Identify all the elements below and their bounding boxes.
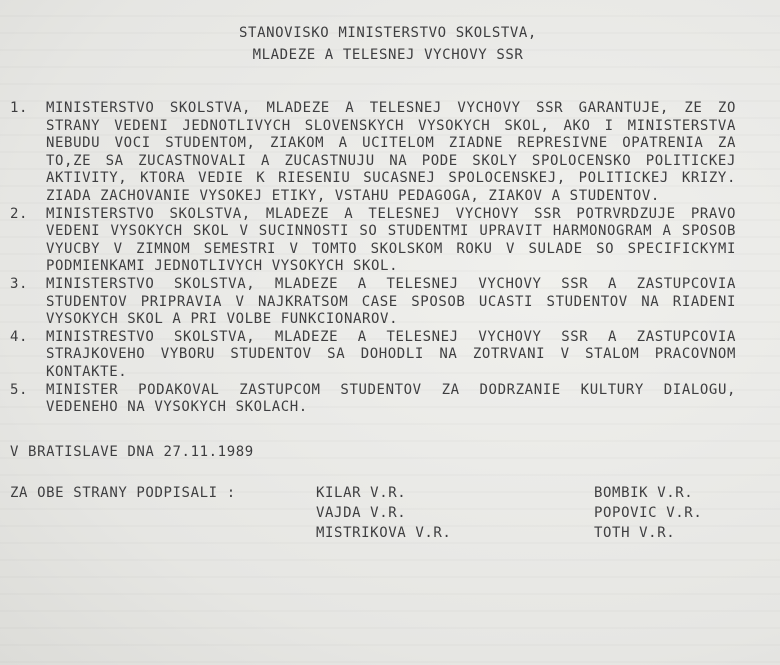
item-number: 1. — [10, 100, 29, 116]
item-text: MINISTRESTVO SKOLSTVA, MLADEZE A TELESNEJ VYCHOVY SSR A ZASTUPCOVIA STRAJKOVEHO VYBORU STUDENTOV SA DOHODLI NA ZOTRVANI V STALOM PRACOVNOM KONTAKTE. — [46, 328, 736, 380]
statement-item-3 — [10, 276, 736, 329]
signatory-right-3: TOTH V.R. — [594, 524, 676, 541]
statement-item-1 — [10, 100, 736, 206]
title-line-2: MLADEZE A TELESNEJ VYCHOVY SSR — [252, 47, 524, 63]
signed-label: ZA OBE STRANY PODPISALI : — [10, 484, 236, 501]
item-number: 5. — [10, 381, 29, 398]
statement-items — [10, 100, 736, 417]
signatory-right-2: POPOVIC V.R. — [594, 504, 703, 521]
item-number: 2. — [10, 205, 29, 222]
place-and-date: V BRATISLAVE DNA 27.11.1989 — [10, 443, 254, 460]
statement-item-5 — [10, 382, 736, 417]
document-title — [40, 22, 736, 66]
item-number: 3. — [10, 275, 29, 292]
item-text: MINISTERSTVO SKOLSTVA, MLADEZE A TELESNEJ VYCHOVY SSR A ZASTUPCOVIA STUDENTOV PRIPRAVIA V NAJKRATSOM CASE SPOSOB UCASTI STUDENTOV NA RIADENI VYSOKYCH SKOL A PRI VOLBE FUNKCIONAROV. — [46, 275, 736, 328]
signatory-right-1: BOMBIK V.R. — [594, 484, 694, 501]
item-text: MINISTERSTVO SKOLSTVA, MLADEZE A TELESNEJ VYCHOVY SSR GARANTUJE, ZE ZO STRANY VEDENI JEDNOTLIVYCH SLOVENSKYCH VYSOKYCH SKOL, AKO I MINISTERSTVA NEBUDU VOCI STUDENTOM, ZIAKOM A UCITELOM ZIADNE REPRESIVNE OPATRENIA ZA TO,ZE SA ZUCASTNOVALI A ZUCASTNUJU NA PODE SKOLY SPOLOCENSKO POLITICKEJ AKTIVITY, KTORA VEDIE K RIESENIU SUCASNEJ SPOLOCENSKEJ, POLITICKEJ KRIZY. ZIADA ZACHOVANIE VYSOKEJ ETIKY, VSTAHU PEDAGOGA, ZIAKOV A STUDENTOV. — [46, 100, 736, 204]
signatures-block — [10, 483, 736, 543]
item-text: MINISTER PODAKOVAL ZASTUPCOM STUDENTOV ZA DODRZANIE KULTURY DIALOGU, VEDENEHO NA VYSOKYCH SKOLACH. — [46, 381, 736, 416]
signature-spacer — [10, 523, 316, 543]
title-line-1: STANOVISKO MINISTERSTVO SKOLSTVA, — [239, 25, 537, 41]
item-text: MINISTERSTVO SKOLSTVA, MLADEZE A TELESNEJ VYCHOVY SSR POTRVRDZUJE PRAVO VEDENI VYSOKYCH SKOL V SUCINNOSTI SO STUDENTMI UPRAVIT HARMONOGRAM A SPOSOB VYUCBY V ZIMNOM SEMESTRI V TOMTO SKOLSKOM ROKU V SULADE SO SPECIFICKYMI PODMIENKAMI JEDNOTLIVYCH VYSOKYCH SKOL. — [46, 205, 736, 275]
statement-item-2 — [10, 206, 736, 276]
signature-spacer — [10, 503, 316, 523]
signatory-left-3: MISTRIKOVA V.R. — [316, 524, 452, 541]
item-number: 4. — [10, 328, 29, 345]
signatory-left-2: VAJDA V.R. — [316, 504, 407, 521]
signatory-left-1: KILAR V.R. — [316, 484, 407, 501]
statement-item-4 — [10, 329, 736, 382]
